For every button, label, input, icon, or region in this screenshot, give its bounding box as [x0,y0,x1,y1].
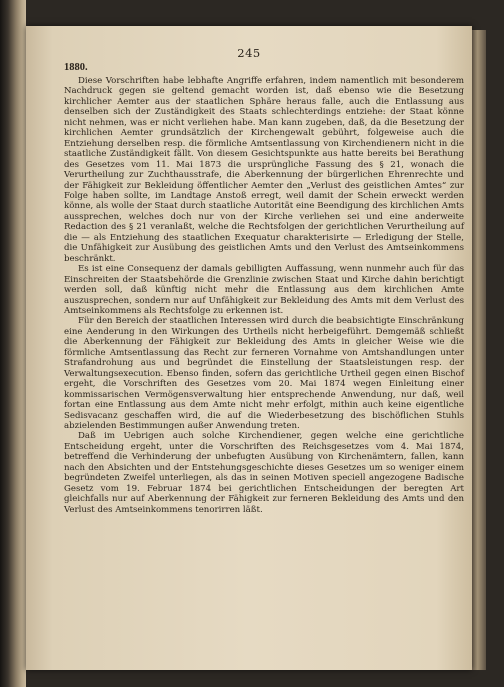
book-spine [0,0,26,687]
book-page [26,26,472,670]
paragraph-2: Es ist eine Consequenz der damals gebilligten Auffassung, wenn nunmehr auch für das Einschreiten der Staatsbehörde die Grenzlinie zwischen Staat und Kirche dahin berichtigt werden soll, daß künftig nicht mehr die Entlassung aus dem kirchlichen Amte auszusprechen, sondern nur auf Unfähigkeit zur Bekleidung des Amts mit dem Verlust des Amtseinkommens als Rechtsfolge zu erkennen ist. [64,264,464,316]
paragraph-4: Daß im Uebrigen auch solche Kirchendiener, gegen welche eine gerichtliche Entscheidung ergeht, unter die Vorschriften des Reichsgesetzes vom 4. Mai 1874, betreffend die Verhinderung der unbefugten Ausübung von Kirchenämtern, fallen, kann nach den Absichten und der Entstehungsgeschichte dieses Gesetzes um so weniger einem begründeten Zweifel unterliegen, als das in seinen Motiven speciell angezogene Badische Gesetz vom 19. Februar 1874 bei gerichtlichen Entscheidungen der beregten Art gleichfalls nur auf Aberkennung der Fähigkeit zur ferneren Bekleidung des Amts und den Verlust des Amtseinkommens tenorirren läßt. [64,431,464,515]
page-edge [472,30,486,670]
paragraph-3: Für den Bereich der staatlichen Interessen wird durch die beabsichtigte Einschränkung eine Aenderung in den Wirkungen des Urtheils nicht herbeigeführt. Demgemäß schließt die Aberkennung der Fähigkeit zur Bekleidung des Amts in gleicher Weise wie die förmliche Amtsentlassung das Recht zur ferneren Vornahme von Amtshandlungen unter Strafandrohung aus und begründet die Einstellung der Staatsleistungen resp. der Verwaltungsexecution. Ebenso finden, sofern das gerichtliche Urtheil gegen einen Bischof ergeht, die Vorschriften des Gesetzes vom 20. Mai 1874 wegen Einleitung einer kommissarischen Vermögensverwaltung hier entsprechende Anwendung, nur daß, weil fortan eine Entlassung aus dem Amte nicht mehr erfolgt, mithin auch keine eigentliche Sedisvacanz geschaffen wird, die auf die Wiederbesetzung des bischöflichen Stuhls abzielenden Bestimmungen außer Anwendung treten. [64,316,464,431]
year-heading: 1880. [64,62,88,73]
page-number: 245 [237,46,261,60]
paragraph-1: Diese Vorschriften habe lebhafte Angriffe erfahren, indem namentlich mit besonderem Nachdruck gegen sie geltend gemacht worden ist, daß ebenso wie die Besetzung kirchlicher Aemter aus der staatlichen Sphäre heraus falle, auch die Entlassung aus denselben sich der Zuständigkeit des Staats schlechterdings entziehe: der Staat könne nicht nehmen, was er nicht verliehen habe. Man kann zugeben, daß, da die Besetzung der kirchlichen Aemter grundsätzlich der Kirchengewalt gebührt, folgeweise auch die Entziehung derselben resp. die förmliche Amtsentlassung von Kirchendienern nicht in die staatliche Zuständigkeit fällt. Von diesem Gesichtspunkte aus hatte bereits bei Berathung des Gesetzes vom 11. Mai 1873 die ursprüngliche Fassung des § 21, wonach die Verurtheilung zur Zuchthausstrafe, die Aberkennung der bürgerlichen Ehrenrechte und der Fähigkeit zur Bekleidung öffentlicher Aemter den „Verlust des geistlichen Amtes“ zur Folge haben sollte, im Landtage Anstoß erregt, weil damit der Schein erweckt werden könne, als wolle der Staat durch staatliche Autorität eine Beendigung des kirchlichen Amts aussprechen, welches doch nur von der Kirche verliehen sei und eine anderweite Redaction des § 21 veranlaßt, welche die Rechtsfolgen der gerichtlichen Verurtheilung auf die — als Entziehung des staatlichen Exequatur charakterisirte — Erledigung der Stelle, die Unfähigkeit zur Ausübung des geistlichen Amts und den Verlust des Amtseinkommens beschränkt. [64,76,464,264]
body-text [64,76,464,515]
